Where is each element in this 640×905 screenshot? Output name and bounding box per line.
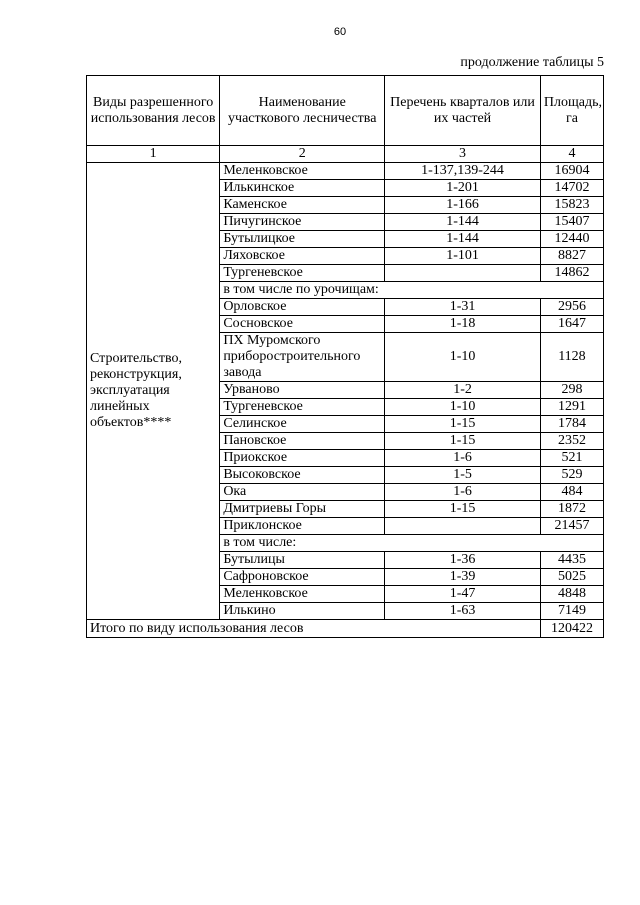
forestry-name-cell: Дмитриевы Горы — [220, 501, 385, 518]
quarters-cell: 1-2 — [385, 382, 541, 399]
quarters-cell — [385, 518, 541, 535]
area-cell: 1647 — [540, 316, 603, 333]
total-row — [87, 620, 604, 638]
table-body — [87, 163, 604, 620]
quarters-cell: 1-101 — [385, 248, 541, 265]
quarters-cell: 1-201 — [385, 180, 541, 197]
quarters-cell: 1-63 — [385, 603, 541, 620]
header-quarters: Перечень кварталов или их частей — [385, 76, 541, 146]
forestry-name-cell: Меленковское — [220, 163, 385, 180]
area-cell: 298 — [540, 382, 603, 399]
area-cell: 2956 — [540, 299, 603, 316]
forestry-name-cell: Сосновское — [220, 316, 385, 333]
quarters-cell — [385, 265, 541, 282]
area-cell: 1872 — [540, 501, 603, 518]
quarters-cell: 1-18 — [385, 316, 541, 333]
forestry-name-cell: Приокское — [220, 450, 385, 467]
quarters-cell: 1-31 — [385, 299, 541, 316]
forestry-name-cell: Тургеневское — [220, 399, 385, 416]
area-cell: 14702 — [540, 180, 603, 197]
header-forestry-name: Наименование участкового лесничества — [220, 76, 385, 146]
forestry-name-cell: Бутылицкое — [220, 231, 385, 248]
area-cell: 15407 — [540, 214, 603, 231]
forestry-name-cell: Сафроновское — [220, 569, 385, 586]
quarters-cell: 1-10 — [385, 399, 541, 416]
forestry-name-cell: Урваново — [220, 382, 385, 399]
column-number-row — [87, 146, 604, 163]
area-cell: 4848 — [540, 586, 603, 603]
column-number: 2 — [220, 146, 385, 163]
page-number: 60 — [333, 26, 347, 38]
quarters-cell: 1-137,139-244 — [385, 163, 541, 180]
header-area: Площадь, га — [540, 76, 603, 146]
column-number: 3 — [385, 146, 541, 163]
forestry-name-cell: Ляховское — [220, 248, 385, 265]
header-row — [87, 76, 604, 146]
quarters-cell: 1-39 — [385, 569, 541, 586]
area-cell: 15823 — [540, 197, 603, 214]
area-cell: 1128 — [540, 333, 603, 382]
forestry-name-cell: Ока — [220, 484, 385, 501]
area-cell: 2352 — [540, 433, 603, 450]
forestry-name-cell: Пичугинское — [220, 214, 385, 231]
area-cell: 1784 — [540, 416, 603, 433]
forestry-name-cell: Илькино — [220, 603, 385, 620]
forestry-name-cell: Приклонское — [220, 518, 385, 535]
area-cell: 12440 — [540, 231, 603, 248]
forestry-name-cell: Орловское — [220, 299, 385, 316]
forestry-name-cell: Илькинское — [220, 180, 385, 197]
subheading-cell: в том числе: — [220, 535, 604, 552]
quarters-cell: 1-5 — [385, 467, 541, 484]
quarters-cell: 1-6 — [385, 484, 541, 501]
area-cell: 14862 — [540, 265, 603, 282]
forestry-name-cell: Тургеневское — [220, 265, 385, 282]
quarters-cell: 1-47 — [385, 586, 541, 603]
quarters-cell: 1-15 — [385, 501, 541, 518]
forestry-name-cell: Бутылицы — [220, 552, 385, 569]
quarters-cell: 1-10 — [385, 333, 541, 382]
area-cell: 529 — [540, 467, 603, 484]
forestry-name-cell: Селинское — [220, 416, 385, 433]
total-label: Итого по виду использования лесов — [87, 620, 541, 638]
forestry-name-cell: Каменское — [220, 197, 385, 214]
area-cell: 5025 — [540, 569, 603, 586]
quarters-cell: 1-15 — [385, 433, 541, 450]
quarters-cell: 1-15 — [385, 416, 541, 433]
quarters-cell: 1-36 — [385, 552, 541, 569]
forest-use-table — [86, 75, 604, 638]
area-cell: 4435 — [540, 552, 603, 569]
use-type-cell: Строительство, реконструкция, эксплуатация линейных объектов**** — [87, 163, 220, 620]
area-cell: 1291 — [540, 399, 603, 416]
area-cell: 21457 — [540, 518, 603, 535]
quarters-cell: 1-166 — [385, 197, 541, 214]
quarters-cell: 1-6 — [385, 450, 541, 467]
area-cell: 7149 — [540, 603, 603, 620]
table-continuation-label: продолжение таблицы 5 — [460, 55, 604, 70]
table-row — [87, 163, 604, 180]
area-cell: 521 — [540, 450, 603, 467]
forestry-name-cell: ПХ Муромского приборостроительного завода — [220, 333, 385, 382]
area-cell: 16904 — [540, 163, 603, 180]
quarters-cell: 1-144 — [385, 214, 541, 231]
forestry-name-cell: Пановское — [220, 433, 385, 450]
area-cell: 8827 — [540, 248, 603, 265]
column-number: 4 — [540, 146, 603, 163]
total-area: 120422 — [540, 620, 603, 638]
header-use-type: Виды разрешенного использования лесов — [87, 76, 220, 146]
quarters-cell: 1-144 — [385, 231, 541, 248]
column-number: 1 — [87, 146, 220, 163]
forestry-name-cell: Меленковское — [220, 586, 385, 603]
forestry-name-cell: Высоковское — [220, 467, 385, 484]
subheading-cell: в том числе по урочищам: — [220, 282, 604, 299]
area-cell: 484 — [540, 484, 603, 501]
